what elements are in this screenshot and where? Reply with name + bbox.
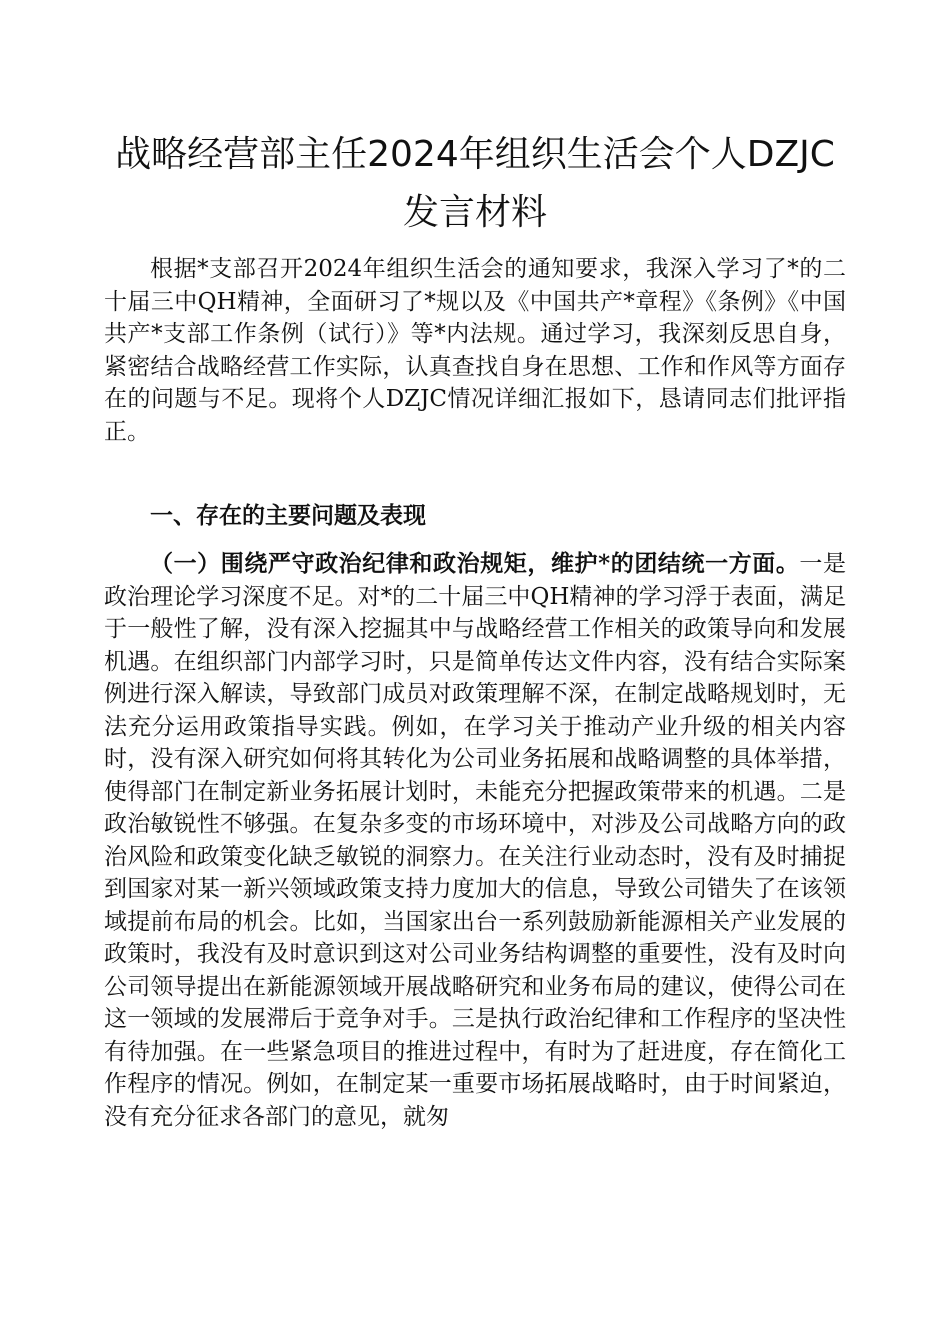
section-heading: 一、存在的主要问题及表现 xyxy=(150,502,426,529)
subsection-heading: （一）围绕严守政治纪律和政治规矩，维护*的团结统一方面。 xyxy=(150,550,800,577)
subsection-body: 一是政治理论学习深度不足。对*的二十届三中QH精神的学习浮于表面，满足于一般性了解，没有深入挖掘其中与战略经营工作相关的政策导向和发展机遇。在组织部门内部学习时，只是简单传达文件内容，没有结合实际案例进行深入解读，导致部门成员对政策理解不深，在制定战略规划时，无法充分运用政策指导实践。例如，在学习关于推动产业升级的相关内容时，没有深入研究如何将其转化为公司业务拓展和战略调整的具体举措，使得部门在制定新业务拓展计划时，未能充分把握政策带来的机遇。二是政治敏锐性不够强。在复杂多变的市场环境中，对涉及公司战略方向的政治风险和政策变化缺乏敏锐的洞察力。在关注行业动态时，没有及时捕捉到国家对某一新兴领域政策支持力度加大的信息，导致公司错失了在该领域提前布局的机会。比如，当国家出台一系列鼓励新能源相关产业发展的政策时，我没有及时意识到这对公司业务结构调整的重要性，没有及时向公司领导提出在新能源领域开展战略研究和业务布局的建议，使得公司在这一领域的发展滞后于竞争对手。三是执行政治纪律和工作程序的坚决性有待加强。在一些紧急项目的推进过程中，有时为了赶进度，存在简化工作程序的情况。例如，在制定某一重要市场拓展战略时，由于时间紧迫，没有充分征求各部门的意见，就匆 xyxy=(104,551,847,1130)
section-paragraph xyxy=(104,548,846,1133)
document-title: 战略经营部主任2024年组织生活会个人DZJC发言材料 xyxy=(115,134,835,233)
intro-paragraph: 根据*支部召开2024年组织生活会的通知要求，我深入学习了*的二十届三中QH精神，全面研习了*规以及《中国共产*章程》《条例》《中国共产*支部工作条例（试行）》等*内法规。通过学习，我深刻反思自身，紧密结合战略经营工作实际，认真查找自身在思想、工作和作风等方面存在的问题与不足。现将个人DZJC情况详细汇报如下，恳请同志们批评指正。 xyxy=(104,256,846,445)
